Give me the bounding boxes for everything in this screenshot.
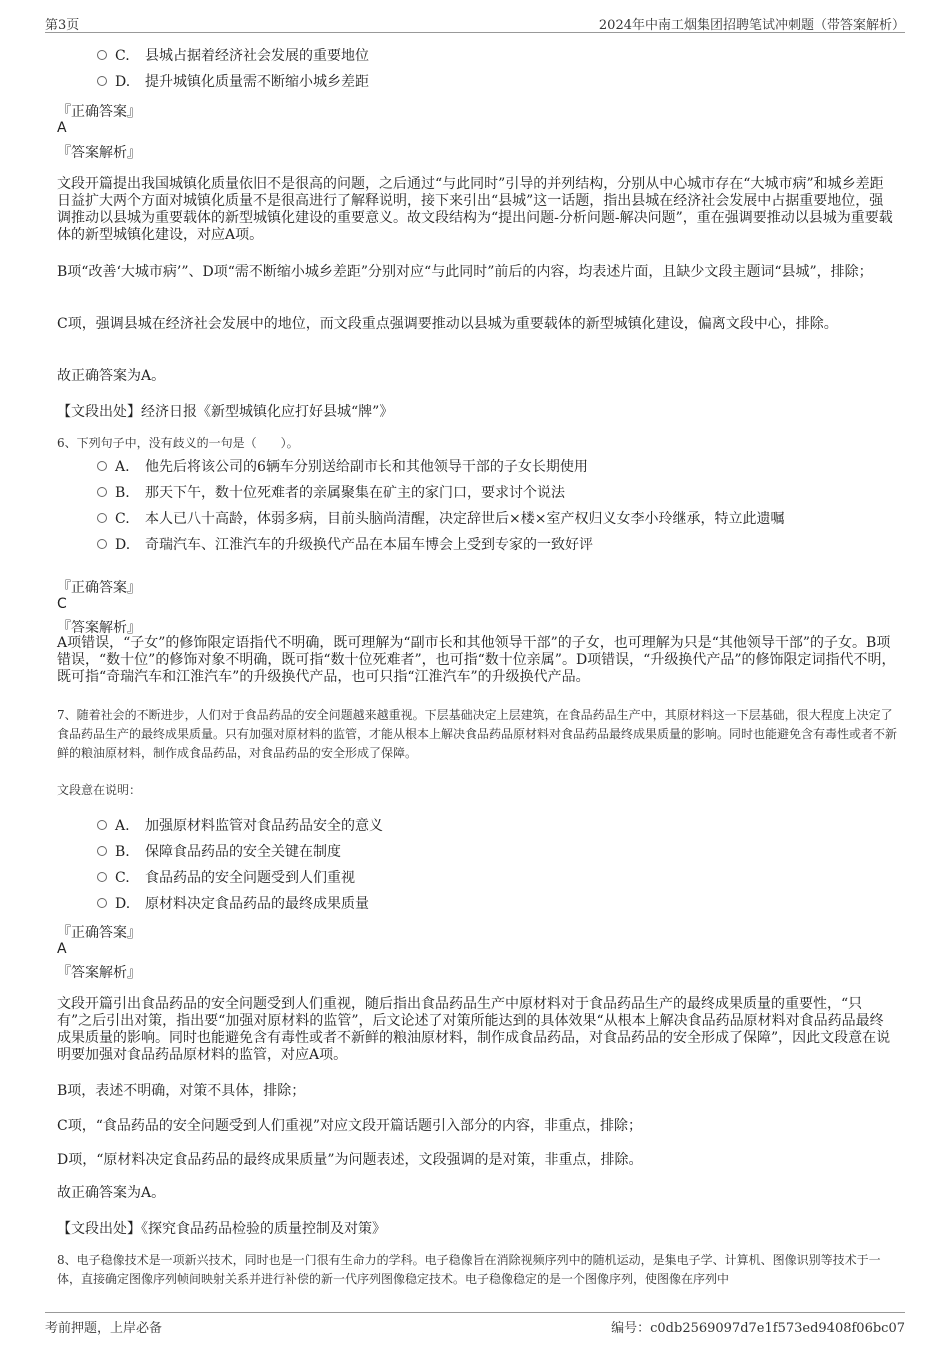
answer-label: 『正确答案』: [57, 925, 141, 941]
answer-label: 『正确答案』: [57, 104, 141, 120]
q7-option-d[interactable]: D. 原材料决定食品药品的最终成果质量: [97, 895, 369, 913]
question-8: 8、电子稳像技术是一项新兴技术，同时也是一门很有生命力的学科。电子稳像旨在消除视频序列中的随机运动，是集电子学、计算机、图像识别等技术于一体，直接确定图像序列帧间映射关系并进行补偿的新一代序列图像稳定技术。电子稳像稳定的是一个图像序列，使图像在序列中: [57, 1253, 881, 1286]
q6-option-d[interactable]: D. 奇瑞汽车、江淮汽车的升级换代产品在本届车博会上受到专家的一致好评: [97, 536, 593, 554]
q6-option-b[interactable]: B. 那天下午，数十位死难者的亲属聚集在矿主的家门口，要求讨个说法: [97, 484, 565, 502]
answer-value: A: [57, 120, 67, 136]
analysis-paragraph: 文段开篇提出我国城镇化质量依旧不是很高的问题，之后通过“与此同时”引导的并列结构，分别从中心城市存在“大城市病”和城乡差距日益扩大两个方面对城镇化质量不是很高进行了解释说明，接下来引出“县城”这一话题，指出县城在经济社会发展中占据重要地位，强调推动以县城为重要载体的新型城镇化建设的重要意义。故文段结构为“提出问题-分析问题-解决问题”，重在强调要推动以县城为重要载体的新型城镇化建设，对应A项。: [57, 176, 893, 243]
q5-option-c[interactable]: C. 县城占据着经济社会发展的重要地位: [97, 47, 369, 65]
question-prompt: 文段意在说明：: [57, 783, 142, 797]
analysis-paragraph: D项，“原材料决定食品药品的最终成果质量”为问题表述，文段强调的是对策，非重点，排除。: [57, 1152, 643, 1168]
radio-icon[interactable]: [97, 50, 107, 60]
analysis-label: 『答案解析』: [57, 965, 141, 981]
answer-label: 『正确答案』: [57, 580, 141, 596]
source-citation: 【文段出处】《探究食品药品检验的质量控制及对策》: [57, 1221, 386, 1237]
radio-icon[interactable]: [97, 820, 107, 830]
analysis-paragraph: 故正确答案为A。: [57, 1185, 166, 1201]
question-7: 7、随着社会的不断进步，人们对于食品药品的安全问题越来越重视。下层基础决定上层建筑，在食品药品生产中，其原材料这一下层基础，很大程度上决定了食品药品生产的最终成果质量。只有加强对原材料的监管，才能从根本上解决食品药品原材料对食品药品最终成果质量的影响。同时也能避免含有毒性或者不新鲜的粮油原材料，制作成食品药品，对食品药品的安全形成了保障。: [57, 708, 898, 760]
radio-icon[interactable]: [97, 872, 107, 882]
analysis-paragraph: B项“改善‘大城市病’”、D项“需不断缩小城乡差距”分别对应“与此同时”前后的内容，均表述片面，且缺少文段主题词“县城”，排除；: [57, 264, 873, 280]
answer-value: C: [57, 596, 67, 612]
radio-icon[interactable]: [97, 898, 107, 908]
q7-option-c[interactable]: C. 食品药品的安全问题受到人们重视: [97, 869, 355, 887]
q7-option-b[interactable]: B. 保障食品药品的安全关键在制度: [97, 843, 341, 861]
analysis-label: 『答案解析』: [57, 145, 141, 161]
document-id: 编号：c0db2569097d7e1f573ed9408f06bc07: [611, 1321, 905, 1336]
radio-icon[interactable]: [97, 461, 107, 471]
radio-icon[interactable]: [97, 539, 107, 549]
q6-option-c[interactable]: C. 本人已八十高龄，体弱多病，目前头脑尚清醒，决定辞世后×楼×室产权归义女李小玲继承，特立此遗嘱: [97, 510, 784, 528]
document-title: 2024年中南工烟集团招聘笔试冲刺题（带答案解析）: [598, 18, 905, 33]
question-6: 6、下列句子中，没有歧义的一句是（ ）。: [57, 436, 299, 450]
page-footer: [45, 1312, 905, 1335]
answer-value: A: [57, 941, 67, 957]
analysis-paragraph: 文段开篇引出食品药品的安全问题受到人们重视，随后指出食品药品生产中原材料对于食品药品生产的最终成果质量的重要性，“只有”之后引出对策，指出要“加强对原材料的监管”，后文论述了对策所能达到的具体效果“从根本上解决食品药品原材料对食品药品最终成果质量的影响。同时也能避免含有毒性或者不新鲜的粮油原材料，制作成食品药品，对食品药品的安全形成了保障”，因此文段意在说明要加强对食品药品原材料的监管，对应A项。: [57, 996, 891, 1063]
source-citation: 【文段出处】经济日报《新型城镇化应打好县城“牌”》: [57, 404, 394, 420]
page-header: [45, 14, 905, 33]
page-number: 第3页: [45, 18, 80, 33]
footer-slogan: 考前押题，上岸必备: [45, 1321, 163, 1336]
analysis-paragraph: 故正确答案为A。: [57, 368, 166, 384]
radio-icon[interactable]: [97, 513, 107, 523]
analysis-label: 『答案解析』: [57, 620, 141, 636]
analysis-paragraph: A项错误，“子女”的修饰限定语指代不明确，既可理解为“副市长和其他领导干部”的子女，也可理解为只是“其他领导干部”的子女。B项错误，“数十位”的修饰对象不明确，既可指“数十位死难者”，也可指“数十位亲属”。D项错误，“升级换代产品”的修饰限定词指代不明，既可指“奇瑞汽车和江淮汽车”的升级换代产品，也可只指“江淮汽车”的升级换代产品。: [57, 635, 896, 685]
q6-option-a[interactable]: A. 他先后将该公司的6辆车分别送给副市长和其他领导干部的子女长期使用: [97, 458, 588, 476]
radio-icon[interactable]: [97, 76, 107, 86]
q7-option-a[interactable]: A. 加强原材料监管对食品药品安全的意义: [97, 817, 383, 835]
analysis-paragraph: B项，表述不明确，对策不具体，排除；: [57, 1083, 306, 1099]
analysis-paragraph: C项，“食品药品的安全问题受到人们重视”对应文段开篇话题引入部分的内容，非重点，排除；: [57, 1118, 643, 1134]
analysis-paragraph: C项，强调县城在经济社会发展中的地位，而文段重点强调要推动以县城为重要载体的新型城镇化建设，偏离文段中心，排除。: [57, 316, 838, 332]
radio-icon[interactable]: [97, 846, 107, 856]
radio-icon[interactable]: [97, 487, 107, 497]
q5-option-d[interactable]: D. 提升城镇化质量需不断缩小城乡差距: [97, 73, 369, 91]
